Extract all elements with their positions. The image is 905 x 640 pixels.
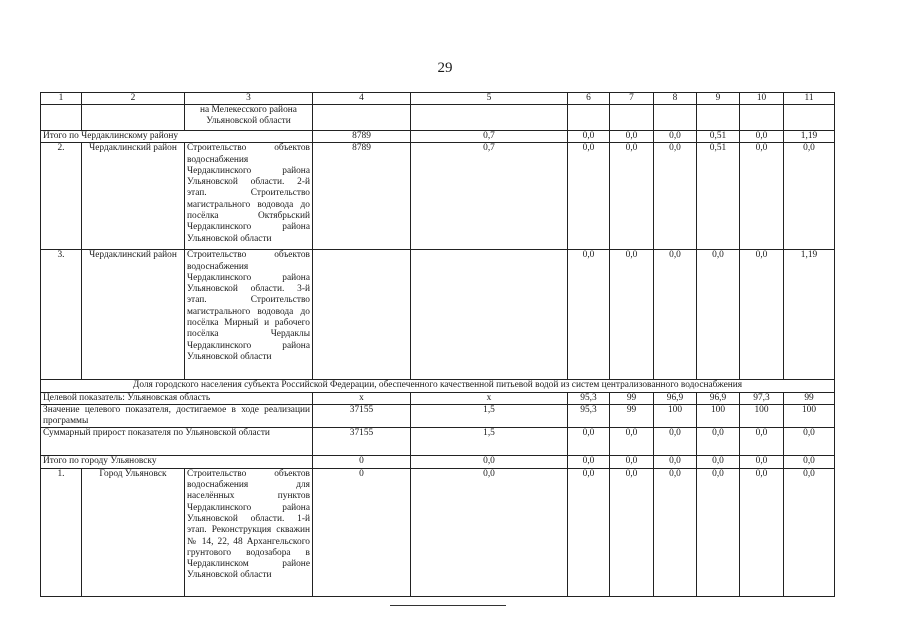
target-indicator-row [41,392,835,404]
cell-value: 0,0 [697,468,740,596]
cell-value: 0,0 [784,428,835,456]
row-number: 2. [41,143,82,250]
cell-value: 0,0 [568,143,610,250]
header-cell: 3 [185,93,313,105]
cell-value: 0,0 [654,143,697,250]
cell-value: 100 [654,404,697,428]
header-cell: 4 [313,93,411,105]
cell-value: 37155 [313,404,411,428]
cell-value: 0,0 [610,131,654,143]
cell-value: 100 [784,404,835,428]
row-number: 3. [41,250,82,380]
cell-value: 1,19 [784,250,835,380]
header-cell: 11 [784,93,835,105]
cell-value: 0,0 [740,131,784,143]
cell-value: 0,0 [784,468,835,596]
cell-value: 0,0 [740,428,784,456]
project-row [41,250,835,380]
cell-value: 37155 [313,428,411,456]
project-row [41,143,835,250]
cell-value: 100 [697,404,740,428]
cell-value: 0,0 [784,456,835,468]
cell-value: 0,0 [654,131,697,143]
cell-value: 96,9 [697,392,740,404]
cell-value: 0,0 [654,250,697,380]
cell-value: 0,0 [411,468,568,596]
section-title: Доля городского населения субъекта Российской Федерации, обеспеченного качественной питьевой водой из систем централизованного водоснабжения [41,380,835,392]
header-cell: 10 [740,93,784,105]
header-cell: 2 [82,93,185,105]
cell-value: 0,0 [740,468,784,596]
cell-value: 0,0 [654,468,697,596]
cell-value: 0,0 [610,456,654,468]
cell-value [411,250,568,380]
cell-value: 99 [610,392,654,404]
page-number: 29 [437,60,453,76]
header-cell: 6 [568,93,610,105]
cell-value: 0,0 [697,428,740,456]
bottom-rule [390,605,506,606]
section-title-row [41,380,835,392]
total-row-cherdakly [41,131,835,143]
cell-value: 96,9 [654,392,697,404]
continuation-row [41,105,835,131]
cell-value [313,250,411,380]
total-increase-row [41,428,835,456]
row-label: Суммарный прирост показателя по Ульяновской области [41,428,313,456]
project-description: на Мелекесского района Ульяновской области [185,105,313,131]
header-cell: 9 [697,93,740,105]
cell-value: 0,0 [654,428,697,456]
row-label: Итого по городу Ульяновску [41,456,313,468]
cell-value: 0,0 [740,456,784,468]
cell-value: 0,0 [610,468,654,596]
cell-value: 95,3 [568,392,610,404]
project-description: Строительство объектов водоснабжения Чердаклинского района Ульяновской области. 3-й этап. Строительство магистрального водовода до посёлка Мирный и рабочего посёлка Чердаклы Чердаклинского района Ульяновской области [185,250,313,380]
cell-value: 8789 [313,143,411,250]
cell-value: 0,0 [610,250,654,380]
header-row [41,93,835,105]
cell-value: 1,5 [411,404,568,428]
district-name: Город Ульяновск [82,468,185,596]
row-label: Целевой показатель: Ульяновская область [41,392,313,404]
cell-value: 0,0 [697,250,740,380]
cell-value: 1,5 [411,428,568,456]
cell-value: 0,0 [610,428,654,456]
district-name: Чердаклинский район [82,143,185,250]
row-label: Итого по Чердаклинскому району [41,131,313,143]
target-value-row [41,404,835,428]
cell-value: 0,0 [568,468,610,596]
cell-value: 8789 [313,131,411,143]
cell-value: 0,0 [610,143,654,250]
cell-value: 100 [740,404,784,428]
cell-value: 0,7 [411,131,568,143]
cell-value: x [411,392,568,404]
cell-value: 0,0 [654,456,697,468]
total-row-ulyanovsk [41,456,835,468]
cell-value: 0,0 [411,456,568,468]
data-table [40,92,835,597]
project-description: Строительство объектов водоснабжения Чердаклинского района Ульяновской области. 2-й этап. Строительство магистрального водовода до посёлка Октябрьский Чердаклинского района Ульяновской области [185,143,313,250]
header-cell: 1 [41,93,82,105]
header-cell: 8 [654,93,697,105]
cell-value: 1,19 [784,131,835,143]
district-name: Чердаклинский район [82,250,185,380]
cell-value: 0,0 [568,131,610,143]
cell-value: 0,7 [411,143,568,250]
row-label: Значение целевого показателя, достигаемое в ходе реализации программы [41,404,313,428]
cell-value: 99 [784,392,835,404]
cell-value: 0,51 [697,131,740,143]
cell-value: 0,0 [740,250,784,380]
cell-value: 95,3 [568,404,610,428]
cell-value: 0,0 [784,143,835,250]
header-cell: 7 [610,93,654,105]
cell-value: 99 [610,404,654,428]
cell-value: 0,51 [697,143,740,250]
cell-value: 0,0 [568,428,610,456]
header-cell: 5 [411,93,568,105]
cell-value: 0,0 [568,456,610,468]
row-number: 1. [41,468,82,596]
project-description: Строительство объектов водоснабжения для населённых пунктов Чердаклинского района Ульяновской области. 1-й этап. Реконструкция скважин № 14, 22, 48 Архангельского грунтового водозабора в Чердаклинском районе Ульяновской области [185,468,313,596]
cell-value: 0,0 [740,143,784,250]
cell-value: 0,0 [568,250,610,380]
cell-value: x [313,392,411,404]
cell-value: 0 [313,456,411,468]
cell-value: 0 [313,468,411,596]
cell-value: 0,0 [697,456,740,468]
project-row [41,468,835,596]
cell-value: 97,3 [740,392,784,404]
